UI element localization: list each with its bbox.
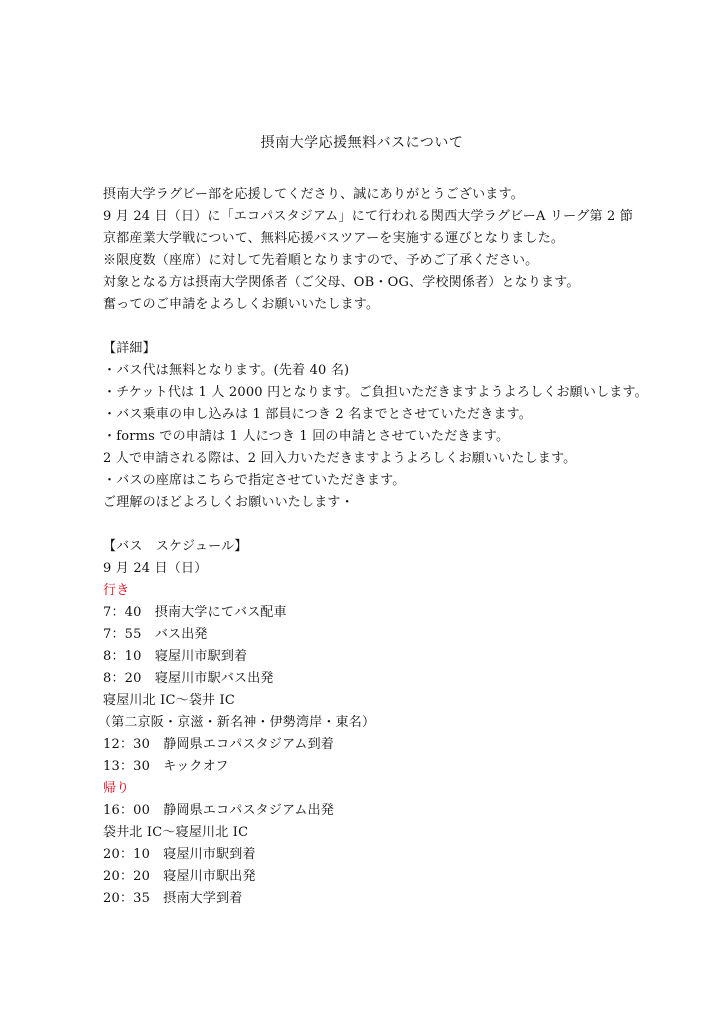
schedule-date: 9 月 24 日（日） bbox=[103, 561, 208, 576]
details-item: 2 人で申請される際は、2 回入力いただきますようよろしくお願いいたします。 bbox=[103, 451, 577, 466]
intro-line: 9 月 24 日（日）に「エコパスタジアム」にて行われる関西大学ラグビーA リーグ第 2 節 bbox=[103, 209, 634, 224]
schedule-entry: 8：10 寝屋川市駅到着 bbox=[103, 649, 248, 664]
intro-line: 奮ってのご申請をよろしくお願いいたします。 bbox=[103, 297, 380, 312]
schedule-entry: （第二京阪・京滋・新名神・伊勢湾岸・東名） bbox=[98, 715, 376, 730]
schedule-entry: 16：00 静岡県エコパスタジアム出発 bbox=[103, 803, 334, 818]
schedule-entry: 7：40 摂南大学にてバス配車 bbox=[103, 605, 287, 620]
details-item: ・forms での申請は 1 人につき 1 回の申請とさせていただきます。 bbox=[103, 429, 510, 444]
details-item: ・チケット代は 1 人 2000 円となります。ご負担いただきますようよろしくお願いします。 bbox=[103, 385, 648, 400]
details-item: ・バスの座席はこちらで指定させていただきます。 bbox=[103, 473, 406, 488]
details-item: ・バス代は無料となります。(先着 40 名) bbox=[103, 363, 350, 378]
schedule-entry: 13：30 キックオフ bbox=[103, 759, 229, 774]
schedule-entry: 寝屋川北 IC～袋井 IC bbox=[103, 693, 236, 708]
schedule-heading: 【バス スケジュール】 bbox=[103, 539, 248, 554]
details-item: ・バス乗車の申し込みは 1 部員につき 2 名までとさせていただきます。 bbox=[103, 407, 532, 422]
page-title: 摂南大学応援無料バスについて bbox=[260, 135, 464, 151]
schedule-entry: 8：20 寝屋川市駅バス出発 bbox=[103, 671, 274, 686]
schedule-entry: 20：20 寝屋川市駅出発 bbox=[103, 869, 256, 884]
intro-line: 摂南大学ラグビー部を応援してくださり、誠にありがとうございます。 bbox=[103, 187, 524, 202]
intro-line: 対象となる方は摂南大学関係者（ご父母、OB・OG、学校関係者）となります。 bbox=[103, 275, 580, 290]
schedule-entry: 袋井北 IC～寝屋川北 IC bbox=[103, 825, 249, 840]
details-item: ご理解のほどよろしくお願いいたします・ bbox=[103, 495, 354, 510]
details-heading: 【詳細】 bbox=[103, 341, 156, 356]
schedule-entry: 20：10 寝屋川市駅到着 bbox=[103, 847, 256, 862]
schedule-entry: 7：55 バス出発 bbox=[103, 627, 208, 642]
return-label: 帰り bbox=[103, 781, 130, 796]
outbound-label: 行き bbox=[103, 583, 130, 598]
schedule-entry: 20：35 摂南大学到着 bbox=[103, 891, 243, 906]
intro-line: 京都産業大学戦について、無料応援バスツアーを実施する運びとなりました。 bbox=[103, 231, 565, 246]
intro-line: ※限度数（座席）に対して先着順となりますので、予めご了承ください。 bbox=[103, 253, 539, 268]
schedule-entry: 12：30 静岡県エコパスタジアム到着 bbox=[103, 737, 334, 752]
